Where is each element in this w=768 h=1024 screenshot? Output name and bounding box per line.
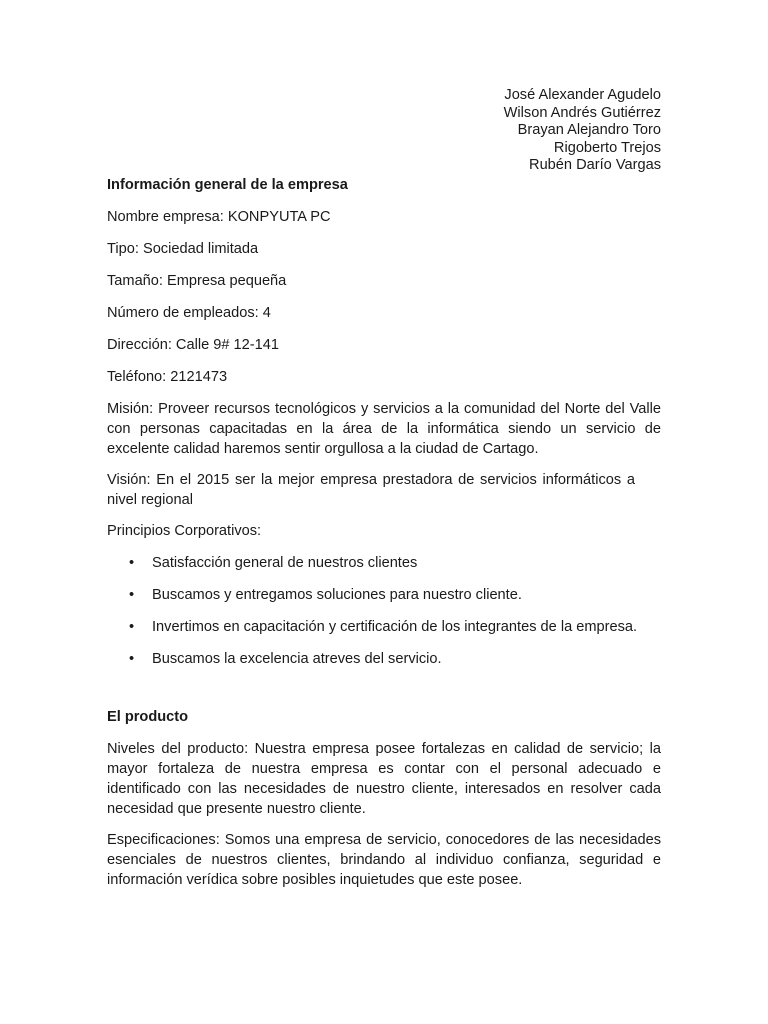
field-company-type: Tipo: Sociedad limitada [107,241,259,257]
section-heading-product: El producto [107,709,189,725]
field-phone: Teléfono: 2121473 [107,369,228,385]
product-levels-paragraph: Niveles del producto: Nuestra empresa posee fortalezas en calidad de servicio; la mayor fortaleza de nuestra empresa es contar con el personal adecuado e identificado con las necesidades de nuestro cliente, interesados en resolver cada necesidad que presente nuestro cliente. [107,741,661,817]
mission-paragraph: Misión: Proveer recursos tecnológicos y servicios a la comunidad del Norte del Valle con personas capacitadas en la área de la informática siendo un servicio de excelente calidad haremos sentir orgullosa a la ciudad de Cartago. [107,401,661,457]
section-heading-company-info: Información general de la empresa [107,177,348,193]
list-item [107,585,661,605]
principle-text: Satisfacción general de nuestros clientes [152,555,418,571]
field-company-name: Nombre empresa: KONPYUTA PC [107,209,331,225]
author-name: José Alexander Agudelo [504,87,661,103]
principles-label: Principios Corporativos: [107,523,262,539]
list-item [107,617,661,637]
list-item [107,649,661,669]
field-company-size: Tamaño: Empresa pequeña [107,273,287,289]
section-spacer [107,681,661,707]
author-name: Rubén Darío Vargas [529,157,661,173]
list-item [107,553,661,573]
bullet-icon: • [129,555,135,571]
author-name: Brayan Alejandro Toro [517,122,661,138]
document-body [107,175,661,901]
principle-text: Invertimos en capacitación y certificación de los integrantes de la empresa. [152,619,638,635]
field-address: Dirección: Calle 9# 12-141 [107,337,279,353]
author-name: Wilson Andrés Gutiérrez [503,104,661,121]
specifications-paragraph: Especificaciones: Somos una empresa de servicio, conocedores de las necesidades esenciales de nuestros clientes, brindando al individuo confianza, seguridad e información verídica sobre posibles inquietudes que este posee. [107,832,661,888]
bullet-icon: • [129,619,135,635]
principle-text: Buscamos la excelencia atreves del servicio. [152,651,442,667]
author-name: Rigoberto Trejos [553,139,661,156]
author-list [504,87,661,175]
vision-paragraph: Visión: En el 2015 ser la mejor empresa prestadora de servicios informáticos a nivel regional [107,472,635,508]
bullet-icon: • [129,651,135,667]
field-employee-count: Número de empleados: 4 [107,305,271,321]
principles-list [107,553,661,669]
bullet-icon: • [129,587,135,603]
principle-text: Buscamos y entregamos soluciones para nuestro cliente. [152,587,522,603]
